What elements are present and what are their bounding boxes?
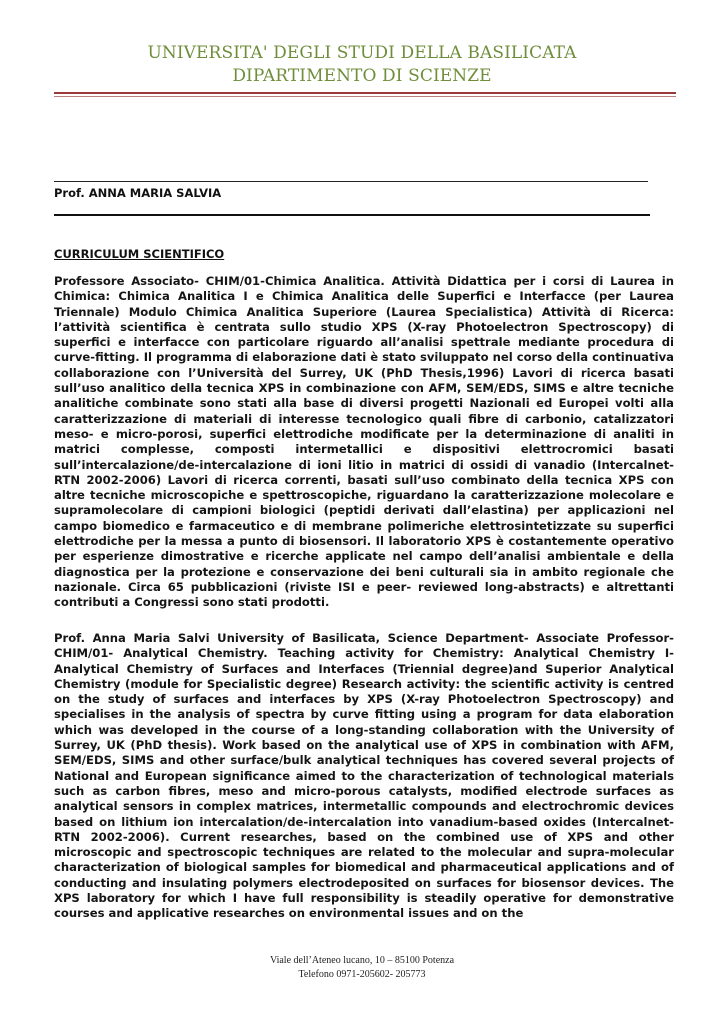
letterhead-rule-bottom: [54, 96, 676, 97]
footer-address: Viale dell’Ateneo lucano, 10 – 85100 Potenza: [269, 955, 455, 966]
section-heading: CURRICULUM SCIENTIFICO: [54, 247, 225, 261]
university-name: UNIVERSITA' DEGLI STUDI DELLA BASILICATA: [147, 43, 577, 63]
footer-phone: Telefono 0971-205602- 205773: [298, 969, 426, 980]
letterhead-rule-top: [54, 92, 676, 94]
paragraph-italian: Professore Associato- CHIM/01-Chimica Analitica. Attività Didattica per i corsi di Laurea in Chimica: Chimica Analitica I e Chimica Analitica delle Superfici e Interfacce (per Laurea Triennale) Modulo Chimica Analitica Superiore (Laurea Specialistica) Attività di Ricerca: l’attività scientifica è centrata sullo studio XPS (X-ray Photoelectron Spectroscopy) di superfici e interfacce con particolare riguardo all’analisi spettrale mediante procedura di curve-fitting. Il programma di elaborazione dati è stato sviluppato nel corso della continuativa collaborazione con l’Università del Surrey, UK (PhD Thesis,1996) Lavori di ricerca basati sull’uso analitico della tecnica XPS in combinazione con AFM, SEM/EDS, SIMS e altre tecniche analitiche combinate sono stati alla base di diversi progetti Nazionali ed Europei volti alla caratterizzazione di materiali di interesse tecnologico quali fibre di carbonio, catalizzatori meso- e micro-porosi, superfici elettrodiche modificate per la determinazione di analiti in matrici complesse, composti intermetallici e dispositivi elettrocromici basati sull’intercalazione/de-intercalazione di ioni litio in matrici di ossidi di vanadio (Intercalnet-RTN 2002-2006) Lavori di ricerca correnti, basati sull’uso combinato della tecnica XPS con altre tecniche microscopiche e spettroscopiche, riguardano la caratterizzazione molecolare e supramolecolare di campioni biologici (peptidi derivati dall’elastina) per applicazioni nel campo biomedico e farmaceutico e di membrane polimeriche elettrosintetizzate su superfici elettrodiche per la messa a punto di biosensori. Il laboratorio XPS è costantemente operativo per esperienze dimostrative e ricerche applicate nel campo dell’analisi ambientale e della diagnostica per la protezione e conservazione dei beni culturali sia in ambito regionale che nazionale. Circa 65 pubblicazioni (riviste ISI e peer- reviewed long-abstracts) e altrettanti contributi a Congressi sono stati prodotti.: [54, 274, 674, 610]
name-rule-top: [54, 181, 648, 182]
name-rule-bottom: [54, 214, 650, 216]
paragraph-english: Prof. Anna Maria Salvi University of Basilicata, Science Department- Associate Professor- CHIM/01- Analytical Chemistry. Teaching activity for Chemistry: Analytical Chemistry I- Analytical Chemistry of Surfaces and Interfaces (Triennial degree)and Superior Analytical Chemistry (module for Specialistic degree) Research activity: the scientific activity is centred on the study of surfaces and interfaces by XPS (X-ray Photoelectron Spectroscopy) and specialises in the analysis of spectra by curve fitting using a program for data elaboration which was developed in the course of a long-standing collaboration with the University of Surrey, UK (PhD thesis). Work based on the analytical use of XPS in combination with AFM, SEM/EDS, SIMS and other surface/bulk analytical techniques has covered several projects of National and European significance aimed to the characterization of technological materials such as carbon fibres, meso and micro-porous catalysts, modified electrode surfaces as analytical sensors in complex matrices, intermetallic compounds and electrochromic devices based on lithium ion intercalation/de-intercalation into vanadium-based oxides (Intercalnet-RTN 2002-2006). Current researches, based on the combined use of XPS and other microscopic and spectroscopic techniques are related to the molecular and supra-molecular characterization of biological samples for biomedical and pharmaceutical applications and of conducting and insulating polymers electrodeposited on surfaces for biosensor devices. The XPS laboratory for which I have full responsibility is steadily operative for demonstrative courses and applicative researches on environmental issues and on the: [54, 631, 674, 921]
professor-name: Prof. ANNA MARIA SALVIA: [54, 186, 222, 200]
department-name: DIPARTIMENTO DI SCIENZE: [232, 66, 492, 86]
page-footer: [0, 954, 724, 982]
letterhead: [0, 42, 724, 88]
